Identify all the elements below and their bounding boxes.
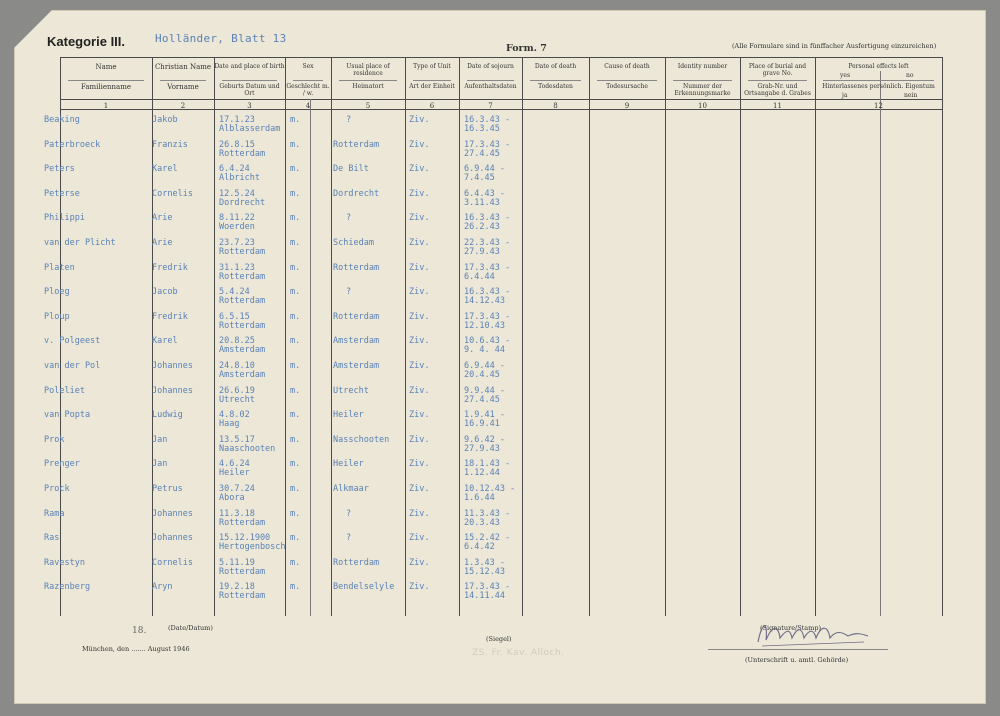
- column-header-bottom: Aufenthaltsdaten: [464, 83, 517, 90]
- sojourn-start-cell: 1.3.43 -: [464, 557, 505, 568]
- sex-cell: m.: [290, 484, 301, 494]
- birth-date-cell: 4.8.02: [219, 410, 250, 421]
- sojourn-end-cell: 15.12.43: [464, 566, 505, 577]
- effects-nein-label: nein: [904, 92, 918, 99]
- handwritten-signature: [752, 612, 872, 652]
- residence-cell: Heiler: [333, 459, 364, 470]
- signature-sub-label: (Unterschrift u. amtl. Gehörde): [745, 656, 849, 664]
- residence-cell: ?: [346, 533, 352, 544]
- sojourn-start-cell: 15.2.42 -: [464, 533, 511, 544]
- column-divider: [331, 57, 332, 616]
- sojourn-end-cell: 1.6.44: [464, 493, 495, 503]
- column-header-top: Date of sojourn: [467, 63, 514, 70]
- column-header-bottom: Geburts Datum und Ort: [219, 83, 280, 97]
- sojourn-start-cell: 18.1.43 -: [464, 459, 511, 470]
- unit-cell: Ziv.: [409, 508, 430, 519]
- sojourn-start-cell: 6.4.43 -: [464, 188, 505, 199]
- birth-place-cell: Haag: [219, 419, 240, 430]
- residence-cell: Rotterdam: [333, 139, 380, 150]
- surname-cell: Poleliet: [44, 385, 85, 396]
- sojourn-start-cell: 16.3.43 -: [464, 287, 511, 298]
- birth-place-cell: Amsterdam: [219, 345, 266, 356]
- surname-cell: Prok: [44, 434, 65, 445]
- surname-cell: Prenger: [44, 459, 80, 470]
- first-name-cell: Jan: [152, 434, 168, 445]
- residence-cell: ?: [346, 213, 352, 224]
- unit-cell: Ziv.: [409, 311, 430, 322]
- sojourn-start-cell: 17.3.43 -: [464, 311, 511, 322]
- header-mid-rule: [823, 80, 934, 81]
- effects-subdivider: [880, 71, 881, 616]
- header-bottom-border: [60, 99, 942, 100]
- sex-cell: m.: [290, 582, 301, 593]
- column-header-bottom: Nummer der Erkennungsmarke: [674, 83, 731, 97]
- form-instruction: (Alle Formulare sind in fünffacher Ausfertigung einzureichen): [732, 42, 937, 50]
- signature-label: (Signature/Stamp): [760, 624, 822, 632]
- sojourn-start-cell: 9.6.42 -: [464, 434, 505, 445]
- first-name-cell: Jan: [152, 459, 168, 470]
- sex-cell: m.: [290, 262, 301, 273]
- column-header-bottom: Art der Einheit: [409, 83, 455, 90]
- column-number: 5: [365, 102, 371, 110]
- birth-place-cell: Utrecht: [219, 394, 255, 405]
- birth-place-cell: Rotterdam: [219, 320, 266, 331]
- surname-cell: Ravestyn: [44, 557, 85, 568]
- surname-cell: v. Polgeest: [44, 336, 101, 347]
- residence-cell: Schiedam: [333, 238, 374, 248]
- sex-cell: m.: [290, 238, 301, 248]
- surname-cell: Platen: [44, 262, 75, 273]
- sojourn-end-cell: 27.9.43: [464, 443, 500, 454]
- first-name-cell: Johannes: [152, 361, 193, 371]
- residence-cell: Amsterdam: [333, 361, 380, 371]
- birth-date-cell: 20.8.25: [219, 336, 255, 347]
- surname-cell: Ras: [44, 533, 60, 544]
- surname-cell: Razenberg: [44, 582, 91, 593]
- table-top-border: [60, 57, 942, 58]
- first-name-cell: Jacob: [152, 287, 178, 298]
- column-divider: [285, 57, 286, 616]
- unit-cell: Ziv.: [409, 410, 430, 421]
- unit-cell: Ziv.: [409, 238, 430, 248]
- category-title: Kategorie III.: [47, 34, 126, 49]
- birth-place-cell: Rotterdam: [219, 271, 266, 282]
- surname-cell: van der Plicht: [44, 238, 116, 248]
- sojourn-start-cell: 17.3.43 -: [464, 139, 511, 150]
- first-name-cell: Ludwig: [152, 410, 183, 421]
- birth-date-cell: 23.7.23: [219, 238, 255, 248]
- sojourn-end-cell: 27.9.43: [464, 247, 500, 257]
- birth-place-cell: Abora: [219, 493, 245, 503]
- sex-cell: m.: [290, 213, 301, 224]
- sojourn-start-cell: 1.9.41 -: [464, 410, 505, 421]
- sojourn-start-cell: 6.9.44 -: [464, 164, 505, 175]
- birth-place-cell: Naaschooten: [219, 443, 276, 454]
- sojourn-end-cell: 26.2.43: [464, 222, 500, 233]
- first-name-cell: Cornelis: [152, 557, 193, 568]
- sex-cell: m.: [290, 336, 301, 347]
- unit-cell: Ziv.: [409, 533, 430, 544]
- sojourn-end-cell: 7.4.45: [464, 173, 495, 184]
- sex-cell: m.: [290, 287, 301, 298]
- first-name-cell: Arie: [152, 213, 173, 224]
- sex-cell: m.: [290, 434, 301, 445]
- residence-cell: ?: [346, 115, 352, 125]
- column-number: 3: [247, 102, 252, 110]
- unit-cell: Ziv.: [409, 139, 430, 150]
- birth-place-cell: Hertogenbosch: [219, 542, 286, 553]
- residence-cell: Bendelselyle: [333, 582, 395, 593]
- unit-cell: Ziv.: [409, 336, 430, 347]
- column-header-bottom: Heimatort: [352, 83, 384, 90]
- birth-date-cell: 26.6.19: [219, 385, 255, 396]
- birth-place-cell: Rotterdam: [219, 148, 266, 159]
- column-number: 8: [553, 102, 558, 110]
- column-divider: [405, 57, 406, 616]
- sojourn-start-cell: 10.6.43 -: [464, 336, 511, 347]
- sojourn-start-cell: 6.9.44 -: [464, 361, 505, 371]
- surname-cell: Rama: [44, 508, 65, 519]
- column-divider: [459, 57, 460, 616]
- birth-date-cell: 24.8.10: [219, 361, 255, 371]
- header-mid-rule: [339, 80, 397, 81]
- column-number: 7: [488, 102, 493, 110]
- unit-cell: Ziv.: [409, 385, 430, 396]
- sojourn-start-cell: 9.9.44 -: [464, 385, 505, 396]
- column-number: 4: [305, 102, 311, 110]
- birth-place-cell: Alblasserdam: [219, 124, 281, 134]
- unit-cell: Ziv.: [409, 434, 430, 445]
- surname-cell: Ploup: [44, 311, 70, 322]
- column-divider: [815, 57, 816, 616]
- first-name-cell: Arie: [152, 238, 173, 248]
- residence-cell: Rotterdam: [333, 311, 380, 322]
- place-date: München, den ....... August 1946: [82, 645, 190, 653]
- birth-date-cell: 26.8.15: [219, 139, 255, 150]
- column-header-bottom: Hinterlassenes persönlich. Eigentum: [822, 83, 935, 90]
- surname-cell: Prock: [44, 484, 70, 494]
- column-header-bottom: Todesdaten: [538, 83, 573, 90]
- unit-cell: Ziv.: [409, 557, 430, 568]
- effects-no-label: no: [906, 72, 914, 79]
- column-header-top: Sex: [302, 63, 314, 70]
- header-mid-rule: [413, 80, 451, 81]
- sojourn-start-cell: 17.3.43 -: [464, 262, 511, 273]
- column-number: 12: [874, 102, 883, 110]
- birth-date-cell: 6.5.15: [219, 311, 250, 322]
- column-header-top: Personal effects left: [848, 63, 909, 70]
- sojourn-start-cell: 17.3.43 -: [464, 582, 511, 593]
- unit-cell: Ziv.: [409, 262, 430, 273]
- unit-cell: Ziv.: [409, 115, 430, 125]
- residence-cell: ?: [346, 508, 352, 519]
- sojourn-end-cell: 12.10.43: [464, 320, 505, 331]
- header-mid-rule: [748, 80, 807, 81]
- surname-cell: Peterse: [44, 188, 80, 199]
- residence-cell: De Bilt: [333, 164, 369, 175]
- header-mid-rule: [68, 80, 144, 81]
- birth-date-cell: 19.2.18: [219, 582, 255, 593]
- residence-cell: Rotterdam: [333, 262, 380, 273]
- residence-cell: ?: [346, 287, 352, 298]
- birth-place-cell: Albricht: [219, 173, 260, 184]
- form-number: Form. 7: [506, 43, 547, 54]
- typed-sheet-note: Holländer, Blatt 13: [155, 32, 287, 45]
- sojourn-start-cell: 10.12.43 -: [464, 484, 516, 494]
- sex-cell: m.: [290, 188, 301, 199]
- birth-place-cell: Dordrecht: [219, 197, 266, 208]
- column-header-bottom: Geschlecht m. / w.: [286, 83, 330, 97]
- header-mid-rule: [293, 80, 323, 81]
- sex-cell: m.: [290, 410, 301, 421]
- first-name-cell: Johannes: [152, 533, 193, 544]
- first-name-cell: Johannes: [152, 385, 193, 396]
- column-divider: [942, 57, 943, 616]
- sojourn-end-cell: 20.4.45: [464, 370, 500, 380]
- first-name-cell: Aryn: [152, 582, 173, 593]
- birth-date-cell: 30.7.24: [219, 484, 255, 494]
- birth-date-cell: 11.3.18: [219, 508, 255, 519]
- birth-date-cell: 12.5.24: [219, 188, 255, 199]
- header-mid-rule: [673, 80, 732, 81]
- column-header-bottom: Familienname: [80, 83, 132, 91]
- residence-cell: Rotterdam: [333, 557, 380, 568]
- birth-place-cell: Rotterdam: [219, 517, 266, 528]
- surname-cell: Ploeg: [44, 287, 70, 298]
- surname-cell: van der Pol: [44, 361, 101, 371]
- column-header-top: Cause of death: [604, 63, 650, 70]
- birth-place-cell: Amsterdam: [219, 370, 266, 380]
- column-number: 9: [624, 102, 630, 110]
- column-number: 10: [698, 102, 707, 110]
- residence-cell: Nasschooten: [333, 434, 390, 445]
- sojourn-start-cell: 16.3.43 -: [464, 115, 511, 125]
- birth-place-cell: Rotterdam: [219, 591, 266, 602]
- column-header-bottom: Todesursache: [606, 83, 648, 90]
- unit-cell: Ziv.: [409, 582, 430, 593]
- birth-date-cell: 6.4.24: [219, 164, 250, 175]
- sex-cell: m.: [290, 361, 301, 371]
- first-name-cell: Fredrik: [152, 311, 188, 322]
- sex-cell: m.: [290, 508, 301, 519]
- surname-cell: Philippi: [44, 213, 85, 224]
- column-number: 1: [103, 102, 109, 110]
- residence-cell: Dordrecht: [333, 188, 380, 199]
- birth-date-cell: 15.12.1900: [219, 533, 271, 544]
- sojourn-end-cell: 3.11.43: [464, 197, 500, 208]
- sojourn-end-cell: 20.3.43: [464, 517, 500, 528]
- first-name-cell: Cornelis: [152, 188, 193, 199]
- unit-cell: Ziv.: [409, 188, 430, 199]
- first-name-cell: Karel: [152, 336, 178, 347]
- column-header-top: Date of death: [534, 63, 577, 70]
- birth-date-cell: 8.11.22: [219, 213, 255, 224]
- sojourn-end-cell: 9. 4. 44: [464, 345, 505, 356]
- residence-cell: Heiler: [333, 410, 364, 421]
- column-header-top: Usual place of residence: [346, 63, 390, 77]
- unit-cell: Ziv.: [409, 484, 430, 494]
- sojourn-end-cell: 6.4.44: [464, 271, 495, 282]
- birth-place-cell: Rotterdam: [219, 296, 266, 307]
- column-header-top: Date and place of birth: [214, 63, 285, 70]
- birth-date-cell: 5.4.24: [219, 287, 250, 298]
- sojourn-end-cell: 14.12.43: [464, 296, 505, 307]
- effects-yes-label: yes: [840, 72, 851, 79]
- birth-place-cell: Heiler: [219, 468, 250, 479]
- sex-cell: m.: [290, 115, 301, 125]
- sojourn-end-cell: 6.4.42: [464, 542, 495, 553]
- date-label: (Date/Datum): [168, 624, 213, 632]
- written-day: 18.: [132, 626, 147, 636]
- unit-cell: Ziv.: [409, 213, 430, 224]
- column-header-bottom: Vorname: [167, 83, 199, 91]
- header-mid-rule: [597, 80, 657, 81]
- sojourn-start-cell: 22.3.43 -: [464, 238, 511, 248]
- birth-date-cell: 5.11.19: [219, 557, 255, 568]
- unit-cell: Ziv.: [409, 361, 430, 371]
- seal-label: (Siegel): [486, 635, 512, 643]
- unit-cell: Ziv.: [409, 287, 430, 298]
- header-mid-rule: [160, 80, 206, 81]
- first-name-cell: Johannes: [152, 508, 193, 519]
- column-number: 2: [180, 102, 186, 110]
- column-header-top: Type of Unit: [413, 63, 451, 70]
- first-name-cell: Franzis: [152, 139, 188, 150]
- birth-place-cell: Rotterdam: [219, 566, 266, 577]
- column-header-top: Christian Name: [154, 63, 212, 71]
- first-name-cell: Fredrik: [152, 262, 188, 273]
- birth-place-cell: Woerden: [219, 222, 255, 233]
- sex-cell: m.: [290, 385, 301, 396]
- effects-ja-label: ja: [842, 92, 848, 99]
- birth-date-cell: 17.1.23: [219, 115, 255, 125]
- surname-cell: Peters: [44, 164, 75, 175]
- birth-date-cell: 31.1.23: [219, 262, 255, 273]
- column-header-bottom: Grab-Nr. und Ortsangabe d. Grabes: [744, 83, 811, 97]
- sex-cell: m.: [290, 557, 301, 568]
- column-number: 6: [429, 102, 435, 110]
- column-divider: [665, 57, 666, 616]
- birth-place-cell: Rotterdam: [219, 247, 266, 257]
- first-name-cell: Karel: [152, 164, 178, 175]
- surname-cell: van Popta: [44, 410, 91, 421]
- birth-date-cell: 4.6.24: [219, 459, 250, 470]
- first-name-cell: Petrus: [152, 484, 183, 494]
- column-divider: [522, 57, 523, 616]
- sex-cell: m.: [290, 459, 301, 470]
- unit-cell: Ziv.: [409, 459, 430, 470]
- sex-cell: m.: [290, 533, 301, 544]
- column-divider: [589, 57, 590, 616]
- sojourn-end-cell: 27.4.45: [464, 148, 500, 159]
- column-number: 11: [773, 102, 782, 110]
- sojourn-end-cell: 1.12.44: [464, 468, 500, 479]
- header-mid-rule: [530, 80, 581, 81]
- header-mid-rule: [222, 80, 277, 81]
- column-header-top: Place of burial and grave No.: [748, 63, 807, 77]
- sojourn-start-cell: 16.3.43 -: [464, 213, 511, 224]
- residence-cell: Utrecht: [333, 385, 369, 396]
- residence-cell: Alkmaar: [333, 484, 369, 494]
- surname-cell: Paterbroeck: [44, 139, 101, 150]
- birth-date-cell: 13.5.17: [219, 434, 255, 445]
- faint-stamp: ZS. Fr. Kav. Alloch.: [472, 648, 565, 658]
- sojourn-end-cell: 14.11.44: [464, 591, 505, 602]
- sojourn-end-cell: 27.4.45: [464, 394, 500, 405]
- column-header-top: Identity number: [677, 63, 728, 70]
- column-header-top: Name: [95, 63, 117, 71]
- sojourn-end-cell: 16.9.41: [464, 419, 500, 430]
- column-divider: [740, 57, 741, 616]
- surname-cell: Beaking: [44, 115, 80, 125]
- first-name-cell: Jakob: [152, 115, 178, 125]
- column-divider: [214, 57, 215, 616]
- sojourn-end-cell: 16.3.45: [464, 124, 500, 134]
- sojourn-start-cell: 11.3.43 -: [464, 508, 511, 519]
- sex-subdivider: [310, 99, 311, 616]
- unit-cell: Ziv.: [409, 164, 430, 175]
- header-mid-rule: [467, 80, 514, 81]
- sex-cell: m.: [290, 164, 301, 175]
- sex-cell: m.: [290, 311, 301, 322]
- sex-cell: m.: [290, 139, 301, 150]
- residence-cell: Amsterdam: [333, 336, 380, 347]
